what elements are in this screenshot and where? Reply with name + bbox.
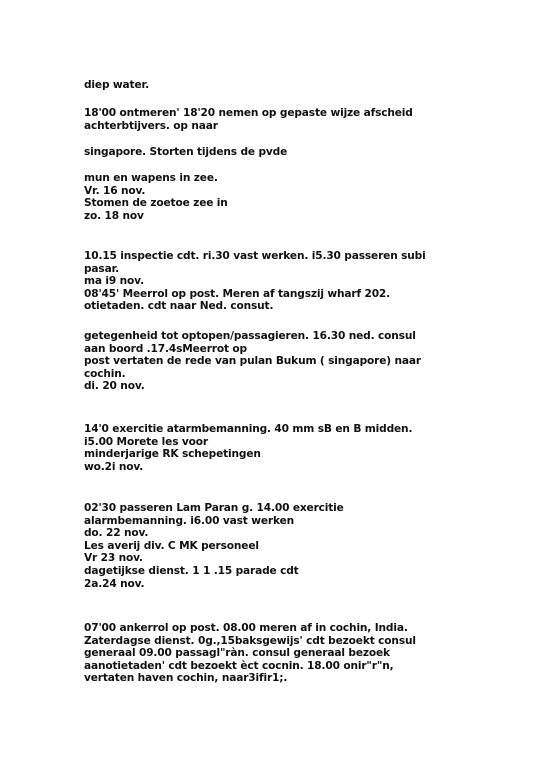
text-line: cochin.	[84, 367, 126, 380]
text-line: 2a.24 nov.	[84, 577, 145, 590]
paragraph-7	[84, 423, 524, 473]
text-line: ma i9 nov.	[84, 275, 144, 288]
text-line: 14'0 exercitie atarmbemanning. 40 mm sB en B midden.	[84, 423, 413, 435]
text-line: 02'30 passeren Lam Paran g. 14.00 exercitie	[84, 502, 344, 514]
text-line: mun en wapens in zee.	[84, 172, 218, 184]
text-line: do. 22 nov.	[84, 527, 149, 540]
text-line: 18'00 ontmeren' 18'20 nemen op gepaste wijze afscheid	[84, 107, 413, 119]
text-line: aanotietaden' cdt bezoekt èct cocnin. 18.00 onir"r"n,	[84, 659, 394, 672]
paragraph-3	[84, 146, 524, 159]
text-line: minderjarige RK schepetingen	[84, 448, 261, 461]
text-line: generaal 09.00 passagl"ràn. consul generaal bezoek	[84, 647, 390, 660]
text-line: diep water.	[84, 79, 149, 91]
paragraph-9	[84, 622, 524, 685]
text-line: vertaten haven cochin, naar3ifir1;.	[84, 672, 288, 685]
text-line: 10.15 inspectie cdt. ri.30 vast werken. i5.30 passeren subi	[84, 250, 426, 262]
text-line: alarmbemanning. i6.00 vast werken	[84, 514, 295, 527]
text-line: 07'00 ankerrol op post. 08.00 meren af in cochin, India.	[84, 622, 408, 634]
text-line: pasar.	[84, 262, 120, 275]
text-line: achterbtijvers. op naar	[84, 119, 218, 132]
text-line: Les averij div. C MK personeel	[84, 539, 259, 552]
text-line: Stomen de zoetoe zee in	[84, 197, 228, 210]
text-line: otietaden. cdt naar Ned. consut.	[84, 300, 274, 313]
text-line: aan boord .17.4sMeerrot op	[84, 342, 247, 355]
text-line: Vr 23 nov.	[84, 552, 143, 565]
text-line: 08'45' Meerrol op post. Meren af tangszij wharf 202.	[84, 287, 391, 300]
text-line: post vertaten de rede van pulan Bukum ( singapore) naar	[84, 355, 421, 368]
text-line: singapore. Storten tijdens de pvde	[84, 146, 288, 158]
paragraph-8	[84, 502, 524, 590]
text-line: i5.00 Morete les voor	[84, 435, 208, 448]
text-line: Vr. 16 nov.	[84, 184, 146, 197]
paragraph-4	[84, 172, 524, 222]
paragraph-5	[84, 250, 524, 313]
text-line: di. 20 nov.	[84, 380, 145, 393]
paragraph-6	[84, 330, 524, 393]
paragraph-1	[84, 79, 524, 92]
text-line: getegenheid tot optopen/passagieren. 16.30 ned. consul	[84, 330, 416, 342]
text-line: Zaterdagse dienst. 0g.,15baksgewijs' cdt bezoekt consul	[84, 634, 416, 647]
paragraph-2	[84, 107, 524, 132]
text-line: wo.2i nov.	[84, 460, 144, 473]
text-line: dagetijkse dienst. 1 1 .15 parade cdt	[84, 564, 299, 577]
text-line: zo. 18 nov	[84, 209, 144, 222]
